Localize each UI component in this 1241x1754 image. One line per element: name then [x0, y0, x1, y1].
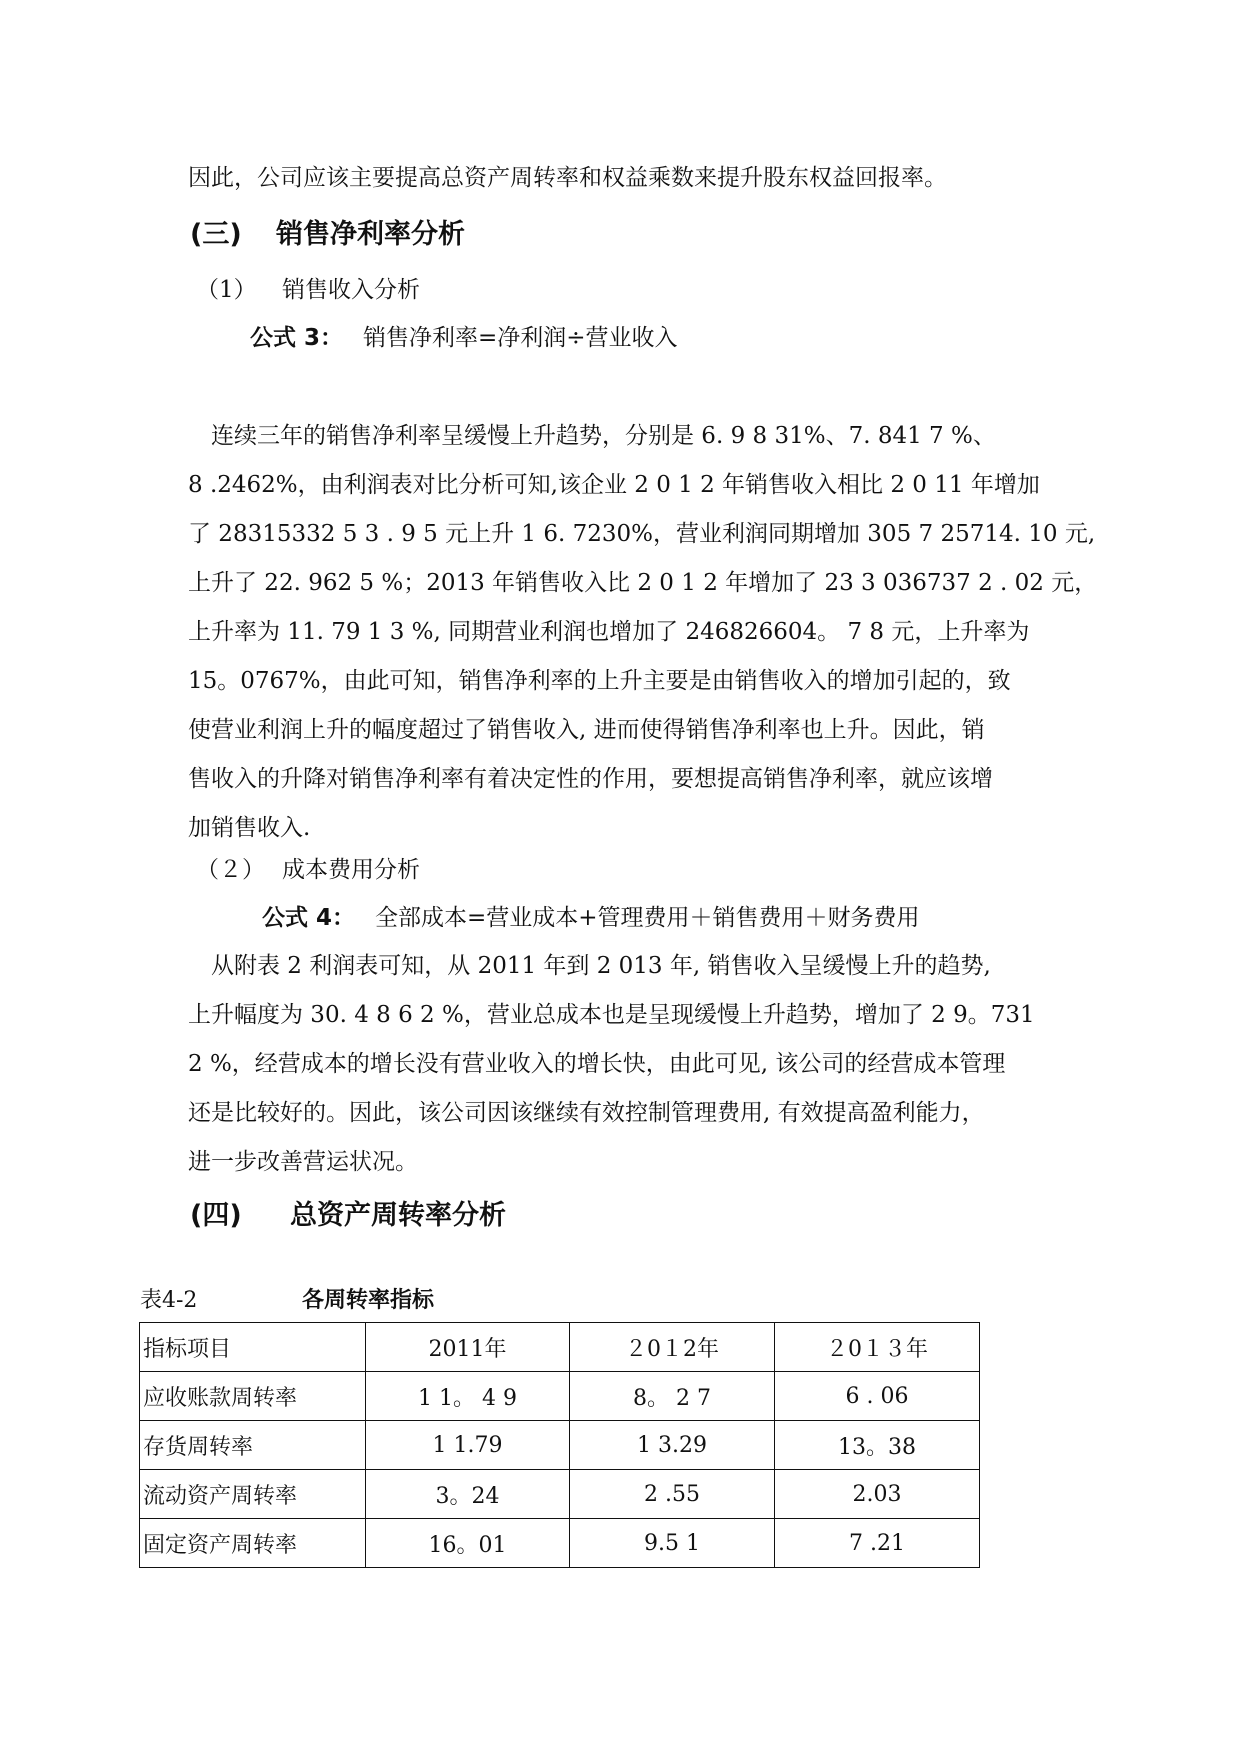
paragraph-line: 还是比较好的。因此，该公司因该继续有效控制管理费用, 有效提高盈利能力， [188, 1100, 985, 1126]
section-number: (三) [190, 219, 242, 250]
value-cell: 1 1。 4 9 [366, 1372, 570, 1421]
paragraph-line: 上升了 22. 962 5 %；2013 年销售收入比 2 0 1 2 年增加了 23 3 036737 2 . 02 元， [188, 570, 1098, 596]
row-label-cell: 流动资产周转率 [140, 1470, 366, 1519]
paragraph-line: 从附表 2 利润表可知，从 2011 年到 2 013 年, 销售收入呈缓慢上升的趋势, [188, 953, 991, 979]
value-cell: 8。 2 7 [570, 1372, 775, 1421]
value-cell: 3。24 [366, 1470, 570, 1519]
paragraph-line: 8 .2462%，由利润表对比分析可知,该企业 2 0 1 2 年销售收入相比 2 0 11 年增加 [188, 472, 1040, 498]
section-heading-4 [190, 1199, 506, 1233]
table-header-row [140, 1323, 980, 1372]
intro-paragraph: 因此，公司应该主要提高总资产周转率和权益乘数来提升股东权益回报率。 [188, 165, 947, 191]
table-number: 表4-2 [140, 1288, 198, 1313]
header-cell: 指标项目 [140, 1323, 366, 1372]
section-heading-3 [190, 218, 465, 252]
formula-label: 公式 4： [262, 905, 356, 931]
paragraph-line: 2 %，经营成本的增长没有营业收入的增长快，由此可见, 该公司的经营成本管理 [188, 1051, 1006, 1077]
row-label-cell: 固定资产周转率 [140, 1519, 366, 1568]
section-title: 总资产周转率分析 [290, 1200, 506, 1231]
header-cell: 2011年 [366, 1323, 570, 1372]
value-cell: 7 .21 [775, 1519, 980, 1568]
table-title: 各周转率指标 [302, 1288, 435, 1313]
subsection-number: （1） [196, 277, 257, 303]
table-row [140, 1421, 980, 1470]
paragraph-line: 上升率为 11. 79 1 3 %, 同期营业利润也增加了 246826604。 7 8 元，上升率为 [188, 619, 1030, 645]
value-cell: 2.03 [775, 1470, 980, 1519]
paragraph-line: 上升幅度为 30. 4 8 6 2 %，营业总成本也是呈现缓慢上升趋势，增加了 2 9。731 [188, 1002, 1035, 1028]
paragraph-line: 15。0767%，由此可知，销售净利率的上升主要是由销售收入的增加引起的，致 [188, 668, 1011, 694]
value-cell: 1 3.29 [570, 1421, 775, 1470]
value-cell: 13。38 [775, 1421, 980, 1470]
header-cell: ２0１３年 [775, 1323, 980, 1372]
formula-text: 销售净利率=净利润÷营业收入 [363, 325, 678, 351]
paragraph-line: 加销售收入. [188, 815, 311, 841]
value-cell: 9.5 1 [570, 1519, 775, 1568]
table-row [140, 1372, 980, 1421]
turnover-indicators-table [139, 1322, 980, 1568]
value-cell: 6 . 06 [775, 1372, 980, 1421]
formula-4 [262, 903, 920, 933]
paragraph-line: 了 28315332 5 3 . 9 5 元上升 1 6. 7230%，营业利润同期增加 305 7 25714. 10 元, [188, 521, 1096, 547]
subsection-title: 成本费用分析 [282, 857, 420, 883]
subsection-title: 销售收入分析 [282, 277, 420, 303]
formula-label: 公式 3： [250, 325, 344, 351]
subsection-heading-2 [196, 855, 420, 885]
value-cell: 1 1.79 [366, 1421, 570, 1470]
table-row [140, 1519, 980, 1568]
paragraph-line: 使营业利润上升的幅度超过了销售收入, 进而使得销售净利率也上升。因此，销 [188, 717, 985, 743]
section-title: 销售净利率分析 [276, 219, 465, 250]
subsection-heading-1 [196, 275, 420, 305]
paragraph-line: 售收入的升降对销售净利率有着决定性的作用，要想提高销售净利率，就应该增 [188, 766, 993, 792]
paragraph-cost-expense [188, 942, 1058, 1187]
header-cell: ２0１2年 [570, 1323, 775, 1372]
table-caption [140, 1286, 434, 1316]
table-row [140, 1470, 980, 1519]
value-cell: 16。01 [366, 1519, 570, 1568]
subsection-number: （２） [196, 857, 265, 883]
value-cell: 2 .55 [570, 1470, 775, 1519]
section-number: (四) [190, 1200, 242, 1231]
formula-text: 全部成本=营业成本+管理费用＋销售费用＋财务费用 [375, 905, 920, 931]
paragraph-line: 进一步改善营运状况。 [188, 1149, 418, 1175]
row-label-cell: 存货周转率 [140, 1421, 366, 1470]
formula-3 [250, 323, 678, 353]
paragraph-sales-revenue [188, 412, 1098, 853]
paragraph-line: 连续三年的销售净利率呈缓慢上升趋势，分别是 6. 9 8 31%、7. 841 7 %、 [188, 423, 996, 449]
row-label-cell: 应收账款周转率 [140, 1372, 366, 1421]
